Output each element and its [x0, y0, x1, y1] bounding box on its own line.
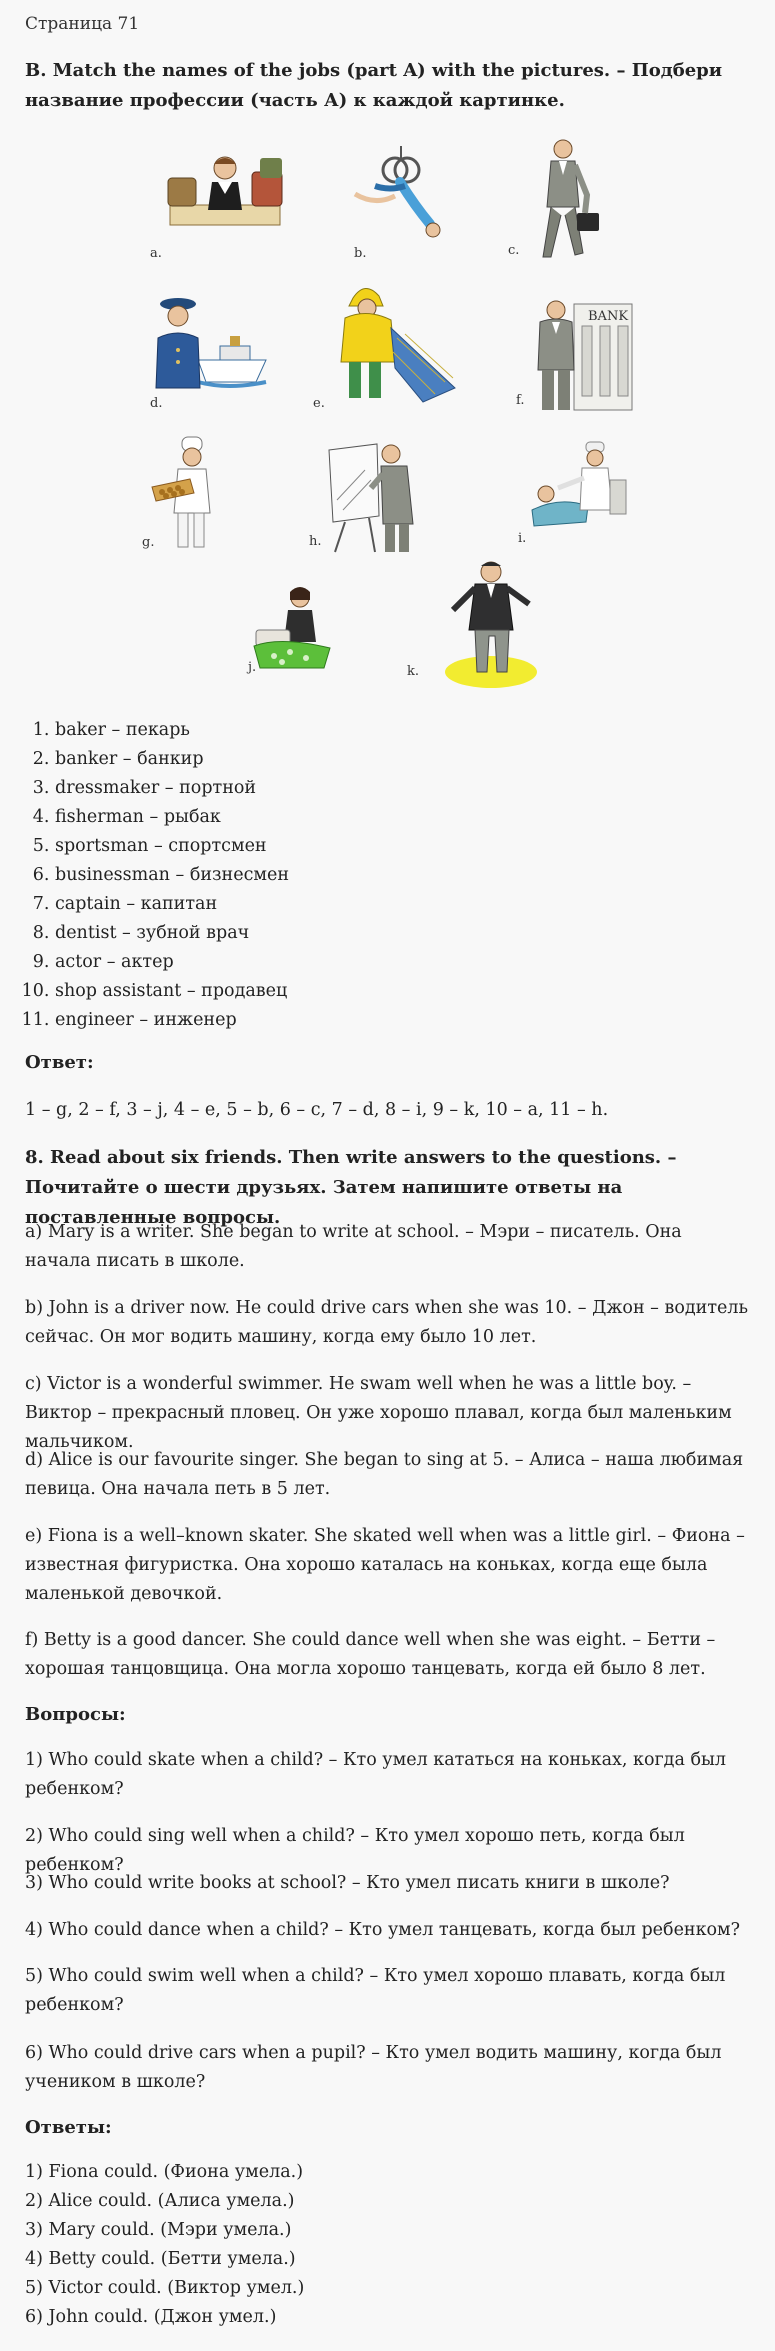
list-item: 2. banker – банкир: [55, 745, 289, 774]
list-item: 9. actor – актер: [55, 948, 289, 977]
text-c: c) Victor is a wonderful swimmer. He swam well when he was a little boy. – Виктор – прекрасный пловец. Он уже хорошо плавал, когда был маленьким мальчиком.: [25, 1374, 732, 1452]
list-item: 1. baker – пекарь: [55, 716, 289, 745]
picture-label-g: g.: [142, 535, 155, 550]
question-2: 2) Who could sing well when a child? – Кто умел хорошо петь, когда был ребенком?: [25, 1826, 685, 1875]
picture-label-d: d.: [150, 396, 163, 411]
picture-label-f: f.: [516, 393, 525, 408]
baker-illustration: [150, 435, 225, 550]
question-1: 1) Who could skate when a child? – Кто умел кататься на коньках, когда был ребенком?: [25, 1750, 727, 1799]
actor-illustration: [435, 560, 545, 690]
page-number: Страница 71: [25, 14, 140, 34]
dressmaker-illustration: [250, 582, 335, 672]
question-6: 6) Who could drive cars when a pupil? – Кто умел водить машину, когда был учеником в школе?: [25, 2043, 722, 2092]
fisherman-illustration: [335, 278, 460, 408]
picture-label-i: i.: [518, 531, 527, 546]
list-item: 3. dressmaker – портной: [55, 774, 289, 803]
picture-label-b: b.: [354, 246, 367, 261]
text-d: d) Alice is our favourite singer. She began to sing at 5. – Алиса – наша любимая певица. Она начала петь в 5 лет.: [25, 1450, 744, 1499]
question-4: 4) Who could dance when a child? – Кто умел танцевать, когда был ребенком?: [25, 1920, 741, 1940]
answer-2: 2) Alice could. (Алиса умела.): [25, 2191, 295, 2211]
question-5: 5) Who could swim well when a child? – Кто умел хорошо плавать, когда был ребенком?: [25, 1966, 726, 2015]
answer-5: 5) Victor could. (Виктор умел.): [25, 2278, 305, 2298]
text-e: e) Fiona is a well–known skater. She skated well when was a little girl. – Фиона – известная фигуристка. Она хорошо каталась на коньках, когда еще была маленькой девочкой.: [25, 1526, 745, 1604]
answer-3: 3) Mary could. (Мэри умела.): [25, 2220, 292, 2240]
businessman-illustration: [525, 135, 605, 265]
question-3: 3) Who could write books at school? – Кто умел писать книги в школе?: [25, 1873, 670, 1893]
questions-label: Вопросы:: [25, 1704, 126, 1725]
shop-assistant-illustration: [160, 150, 290, 240]
text-f: f) Betty is a good dancer. She could dance well when she was eight. – Бетти – хорошая танцовщица. Она могла хорошо танцевать, когда ей было 8 лет.: [25, 1630, 716, 1679]
list-item: 5. sportsman – спортсмен: [55, 832, 289, 861]
sportsman-illustration: [345, 146, 445, 246]
list-item: 4. fisherman – рыбак: [55, 803, 289, 832]
answer-label: Ответ:: [25, 1052, 94, 1073]
answer-4: 4) Betty could. (Бетти умела.): [25, 2249, 296, 2269]
picture-label-e: e.: [313, 396, 325, 411]
picture-label-j: j.: [248, 660, 257, 675]
answers-list: [25, 2158, 304, 2332]
answer-6: 6) John could. (Джон умел.): [25, 2307, 277, 2327]
picture-label-c: c.: [508, 243, 520, 258]
task-8-heading: 8. Read about six friends. Then write answers to the questions. – Почитайте о шести друзьях. Затем напишите ответы на поставленные вопросы.: [25, 1147, 677, 1228]
list-item: 8. dentist – зубной врач: [55, 919, 289, 948]
dentist-illustration: [530, 440, 630, 530]
picture-label-a: a.: [150, 246, 162, 261]
list-item: 11. engineer – инженер: [55, 1006, 289, 1035]
text-a: a) Mary is a writer. She began to write at school. – Мэри – писатель. Она начала писать в школе.: [25, 1222, 682, 1271]
banker-illustration: [530, 290, 635, 415]
jobs-list: [25, 716, 289, 1035]
answer-text: 1 – g, 2 – f, 3 – j, 4 – e, 5 – b, 6 – c, 7 – d, 8 – i, 9 – k, 10 – a, 11 – h.: [25, 1100, 609, 1120]
bank-sign: BANK: [588, 309, 629, 324]
answer-1: 1) Fiona could. (Фиона умела.): [25, 2162, 304, 2182]
list-item: 7. captain – капитан: [55, 890, 289, 919]
text-b: b) John is a driver now. He could drive cars when she was 10. – Джон – водитель сейчас. Он мог водить машину, когда ему было 10 лет.: [25, 1298, 749, 1347]
task-b-heading: B. Match the names of the jobs (part A) with the pictures. – Подбери название профессии (часть А) к каждой картинке.: [25, 60, 723, 111]
picture-label-k: k.: [407, 664, 420, 679]
captain-illustration: [148, 290, 268, 390]
list-item: 6. businessman – бизнесмен: [55, 861, 289, 890]
list-item: 10. shop assistant – продавец: [55, 977, 289, 1006]
engineer-illustration: [325, 440, 430, 555]
picture-label-h: h.: [309, 534, 322, 549]
answers-label: Ответы:: [25, 2117, 112, 2138]
